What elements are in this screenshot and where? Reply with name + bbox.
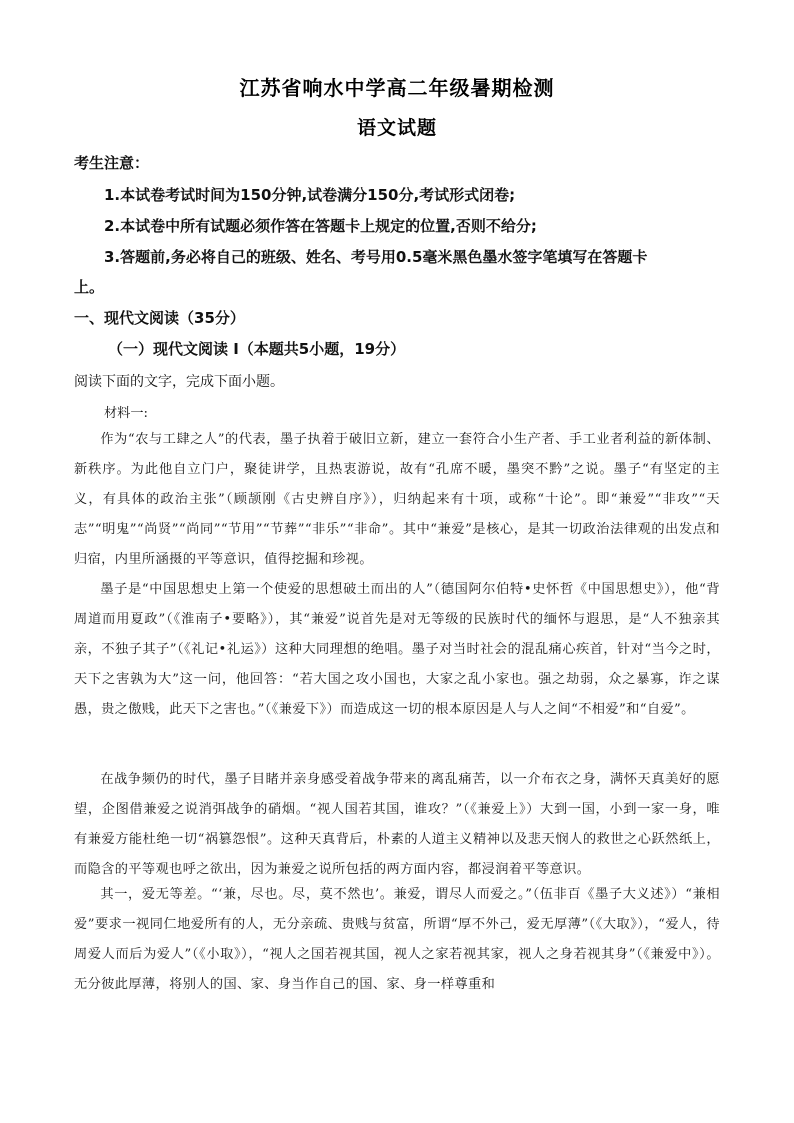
notice-item-1: 1.本试卷考试时间为150分钟,试卷满分150分,考试形式闭卷; bbox=[104, 186, 516, 204]
passage-paragraph-3: 在战争频仍的时代，墨子目睹并亲身感受着战争带来的离乱痛苦，以一介布衣之身，满怀天真美好的愿望，企图借兼爱之说消弭战争的硝烟。“视人国若其国，谁攻？”（《兼爱上》）大到一国，小到一家一身，唯有兼爱方能杜绝一切“祸篡怨恨”。这种天真背后，朴素的人道主义精神以及悲天悯人的救世之心跃然纸上，而隐含的平等观也呼之欲出，因为兼爱之说所包括的两方面内容，都浸润着平等意识。 bbox=[74, 772, 720, 877]
passage-paragraph-4: 其一，爱无等差。“‘兼，尽也。尽，莫不然也’。兼爱，谓尽人而爱之。”（伍非百《墨子大义述》）“兼相爱”要求一视同仁地爱所有的人，无分亲疏、贵贱与贫富，所谓“厚不外己，爱无厚薄”（《大取》），“爱人，待周爱人而后为爱人”（《小取》），“视人之国若视其国，视人之家若视其家，视人之身若视其身”（《兼爱中》）。无分彼此厚薄，将别人的国、家、身当作自己的国、家、身一样尊重和 bbox=[74, 887, 720, 992]
passage-paragraph-1: 作为“农与工肆之人”的代表，墨子执着于破旧立新，建立一套符合小生产者、手工业者利益的新体制、新秩序。为此他自立门户，聚徒讲学，且热衷游说，故有“孔席不暖，墨突不黔”之说。墨子“有坚定的主义，有具体的政治主张”（顾颉刚《古史辨自序》），归纳起来有十项，或称“十论”。即“兼爱”“非攻”“天志”“明鬼”“尚贤”“尚同”“节用”“节葬”“非乐”“非命”。其中“兼爱”是核心，是其一切政治法律观的出发点和归宿，内里所涵摄的平等意识，值得挖掘和珍视。 bbox=[74, 432, 720, 567]
notice-item-3-tail: 上。 bbox=[74, 278, 105, 296]
section-heading: 一、现代文阅读（35分） bbox=[74, 309, 245, 327]
material-label: 材料一: bbox=[104, 406, 149, 421]
notice-heading: 考生注意： bbox=[74, 154, 150, 172]
subsection-heading: （一）现代文阅读 I（本题共5小题，19分） bbox=[108, 340, 406, 358]
notice-item-3: 3.答题前,务必将自己的班级、姓名、考号用0.5毫米黑色墨水签字笔填写在答题卡 bbox=[104, 248, 648, 266]
passage-paragraph-2: 墨子是“中国思想史上第一个使爱的思想破土而出的人”（德国阿尔伯特•史怀哲《中国思想史》），他“背周道而用夏政”（《淮南子•要略》），其“兼爱”说首先是对无等级的民族时代的缅怀与遐思，是“人不独亲其亲，不独子其子”（《礼记•礼运》）这种大同理想的绝唱。墨子对当时社会的混乱痛心疾首，针对“当今之时，天下之害孰为大”这一问，他回答：“若大国之攻小国也，大家之乱小家也。强之劫弱，众之暴寡，诈之谋愚，贵之傲贱，此天下之害也。”（《兼爱下》）而造成这一切的根本原因是人与人之间“不相爱”和“自爱”。 bbox=[74, 582, 720, 717]
notice-item-2: 2.本试卷中所有试题必须作答在答题卡上规定的位置,否则不给分; bbox=[104, 217, 537, 235]
exam-title: 江苏省响水中学高二年级暑期检测 bbox=[239, 76, 555, 100]
reading-instruction: 阅读下面的文字，完成下面小题。 bbox=[74, 374, 284, 390]
exam-subtitle: 语文试题 bbox=[356, 117, 437, 139]
